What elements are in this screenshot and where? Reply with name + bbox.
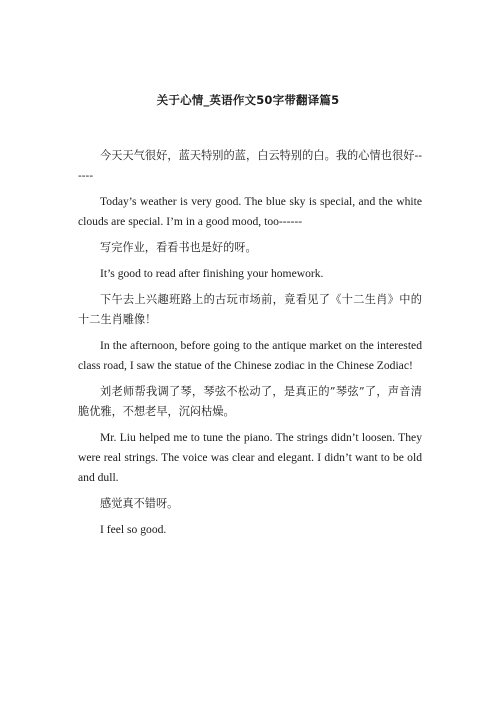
document-title: 关于心情_英语作文50字带翻译篇5 [156, 93, 340, 107]
paragraph-zh-3: 下午去上兴趣班路上的古玩市场前，竟看见了《十二生肖》中的十二生肖雕像！ [78, 293, 422, 326]
document-body [78, 146, 422, 546]
paragraph-zh-4: 刘老师帮我调了琴，琴弦不松动了，是真正的”琴弦”了，声音清脆优雅，不想老早，沉闷枯燥。 [78, 385, 422, 418]
paragraph-zh-1: 今天天气很好，蓝天特别的蓝，白云特别的白。我的心情也很好------ [78, 149, 422, 182]
paragraph-zh-5: 感觉真不错呀。 [100, 497, 179, 510]
paragraph-en-4: Mr. Liu helped me to tune the piano. The strings didn’t loosen. They were real strings. The voice was clear and elegant. I didn’t want to be old and dull. [78, 431, 422, 484]
paragraph-en-5: I feel so good. [100, 523, 167, 536]
paragraph-en-3: In the afternoon, before going to the antique market on the interested class road, I saw the statue of the Chinese zodiac in the Chinese Zodiac! [78, 339, 422, 372]
paragraph-en-2: It’s good to read after finishing your homework. [100, 267, 324, 280]
paragraph-en-1: Today’s weather is very good. The blue sky is special, and the white clouds are special. I’m in a good mood, too------ [78, 195, 422, 228]
paragraph-zh-2: 写完作业，看看书也是好的呀。 [100, 241, 257, 254]
